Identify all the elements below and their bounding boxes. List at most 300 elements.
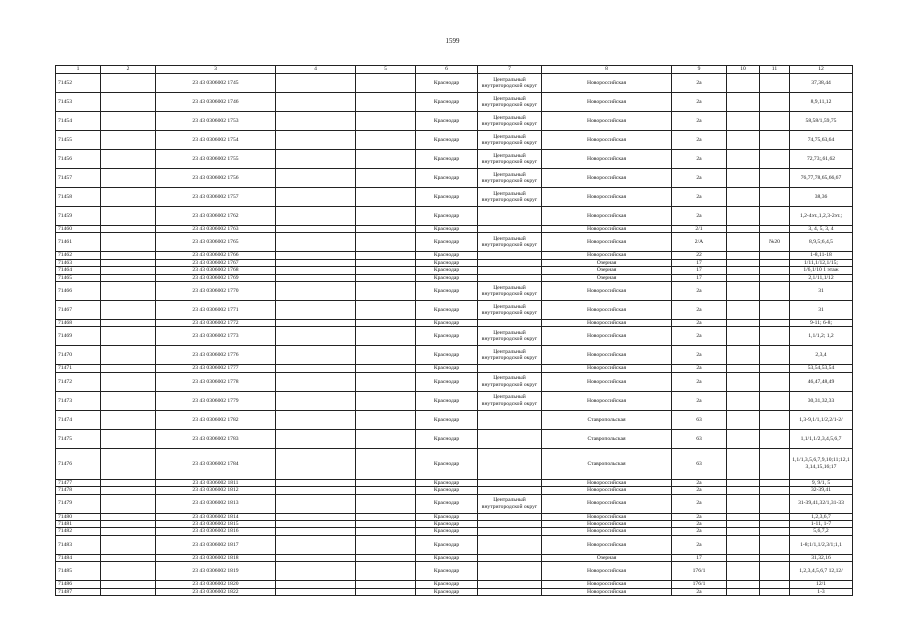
table-cell-col-4 — [276, 169, 356, 188]
table-cell-col-2 — [101, 112, 156, 131]
table-cell-col-7 — [478, 588, 542, 595]
table-cell-col-1: 71455 — [56, 131, 101, 150]
table-cell-col-6: Краснодар — [416, 410, 478, 429]
table-cell-col-2 — [101, 554, 156, 561]
table-cell-col-2 — [101, 391, 156, 410]
table-cell-col-2 — [101, 282, 156, 301]
table-cell-col-10 — [727, 513, 760, 520]
table-cell-col-3: 23 43 0306002 1783 — [156, 429, 276, 448]
table-cell-col-12: 72,73;,61,62 — [790, 150, 853, 169]
table-cell-col-2 — [101, 588, 156, 595]
table-cell-col-11 — [760, 267, 790, 274]
table-cell-col-2 — [101, 93, 156, 112]
table-cell-col-4 — [276, 267, 356, 274]
table-row — [56, 562, 853, 581]
table-cell-col-4 — [276, 74, 356, 93]
table-cell-col-10 — [727, 554, 760, 561]
table-cell-col-9: 2а — [672, 494, 727, 513]
table-cell-col-4 — [276, 226, 356, 233]
table-cell-col-5 — [356, 588, 416, 595]
table-cell-col-3: 23 43 0306002 1818 — [156, 554, 276, 561]
table-cell-col-6: Краснодар — [416, 259, 478, 266]
table-cell-col-4 — [276, 301, 356, 320]
table-cell-col-9: 17 — [672, 259, 727, 266]
table-cell-col-12: 31 — [790, 282, 853, 301]
table-cell-col-6: Краснодар — [416, 391, 478, 410]
table-cell-col-8: Новороссийская — [542, 93, 672, 112]
table-cell-col-10 — [727, 581, 760, 588]
table-cell-col-12: 5,6,7,2 — [790, 528, 853, 535]
table-cell-col-7 — [478, 528, 542, 535]
table-cell-col-11 — [760, 346, 790, 365]
table-cell-col-3: 23 43 0306002 1811 — [156, 479, 276, 486]
table-cell-col-6: Краснодар — [416, 131, 478, 150]
table-cell-col-12: 74,75,63,64 — [790, 131, 853, 150]
table-row — [56, 150, 853, 169]
table-cell-col-4 — [276, 365, 356, 372]
table-cell-col-4 — [276, 188, 356, 207]
table-cell-col-6: Краснодар — [416, 513, 478, 520]
table-cell-col-7: Центральный внутригородской округ — [478, 494, 542, 513]
table-cell-col-4 — [276, 112, 356, 131]
table-cell-col-7 — [478, 252, 542, 259]
table-cell-col-12: 8,9,11,12 — [790, 93, 853, 112]
table-cell-col-5 — [356, 74, 416, 93]
table-cell-col-6: Краснодар — [416, 346, 478, 365]
table-cell-col-7: Центральный внутригородской округ — [478, 346, 542, 365]
table-cell-col-9: 2а — [672, 487, 727, 494]
table-cell-col-7 — [478, 479, 542, 486]
column-header-12: 12 — [790, 66, 853, 74]
table-cell-col-10 — [727, 346, 760, 365]
table-cell-col-9: 2а — [672, 513, 727, 520]
table-cell-col-5 — [356, 131, 416, 150]
table-cell-col-8: Озерная — [542, 554, 672, 561]
table-cell-col-1: 71467 — [56, 301, 101, 320]
table-cell-col-8: Озерная — [542, 259, 672, 266]
table-cell-col-2 — [101, 513, 156, 520]
table-cell-col-8: Новороссийская — [542, 521, 672, 528]
table-cell-col-3: 23 43 0306002 1763 — [156, 226, 276, 233]
table-cell-col-10 — [727, 252, 760, 259]
table-cell-col-11 — [760, 410, 790, 429]
table-cell-col-8: Новороссийская — [542, 346, 672, 365]
table-row — [56, 513, 853, 520]
table-cell-col-8: Новороссийская — [542, 131, 672, 150]
table-cell-col-2 — [101, 252, 156, 259]
table-cell-col-3: 23 43 0306002 1820 — [156, 581, 276, 588]
table-cell-col-3: 23 43 0306002 1768 — [156, 267, 276, 274]
table-cell-col-5 — [356, 448, 416, 479]
table-cell-col-10 — [727, 74, 760, 93]
table-cell-col-3: 23 43 0306002 1777 — [156, 365, 276, 372]
table-cell-col-5 — [356, 410, 416, 429]
table-cell-col-9: 2а — [672, 188, 727, 207]
table-cell-col-10 — [727, 429, 760, 448]
table-cell-col-4 — [276, 410, 356, 429]
table-cell-col-8: Новороссийская — [542, 226, 672, 233]
table-cell-col-1: 71486 — [56, 581, 101, 588]
table-cell-col-1: 71465 — [56, 274, 101, 281]
table-cell-col-2 — [101, 410, 156, 429]
table-cell-col-1: 71453 — [56, 93, 101, 112]
table-cell-col-6: Краснодар — [416, 487, 478, 494]
table-cell-col-10 — [727, 131, 760, 150]
table-cell-col-12: 1,1/1,2; 1,2 — [790, 327, 853, 346]
table-cell-col-12: 30,31,32,33 — [790, 391, 853, 410]
table-cell-col-12: 1-11, 1-7 — [790, 521, 853, 528]
table-cell-col-3: 23 43 0306002 1782 — [156, 410, 276, 429]
table-cell-col-12: 38,36 — [790, 188, 853, 207]
table-cell-col-3: 23 43 0306002 1746 — [156, 93, 276, 112]
table-cell-col-9: 176/1 — [672, 581, 727, 588]
table-cell-col-6: Краснодар — [416, 365, 478, 372]
table-cell-col-3: 23 43 0306002 1819 — [156, 562, 276, 581]
table-cell-col-11 — [760, 588, 790, 595]
table-cell-col-11 — [760, 528, 790, 535]
table-cell-col-6: Краснодар — [416, 581, 478, 588]
table-cell-col-8: Новороссийская — [542, 252, 672, 259]
table-cell-col-10 — [727, 112, 760, 131]
table-cell-col-8: Новороссийская — [542, 479, 672, 486]
table-cell-col-5 — [356, 521, 416, 528]
table-cell-col-3: 23 43 0306002 1816 — [156, 528, 276, 535]
table-cell-col-6: Краснодар — [416, 554, 478, 561]
table-cell-col-7 — [478, 274, 542, 281]
table-cell-col-10 — [727, 479, 760, 486]
table-cell-col-4 — [276, 372, 356, 391]
table-cell-col-1: 71485 — [56, 562, 101, 581]
table-row — [56, 372, 853, 391]
table-cell-col-8: Новороссийская — [542, 588, 672, 595]
table-cell-col-11 — [760, 301, 790, 320]
table-cell-col-4 — [276, 93, 356, 112]
table-cell-col-7: Центральный внутригородской округ — [478, 150, 542, 169]
table-cell-col-1: 71463 — [56, 259, 101, 266]
table-cell-col-7: Центральный внутригородской округ — [478, 112, 542, 131]
table-cell-col-7 — [478, 554, 542, 561]
table-cell-col-6: Краснодар — [416, 226, 478, 233]
table-cell-col-10 — [727, 494, 760, 513]
table-row — [56, 112, 853, 131]
table-cell-col-2 — [101, 535, 156, 554]
table-cell-col-6: Краснодар — [416, 207, 478, 226]
table-cell-col-11 — [760, 581, 790, 588]
table-cell-col-1: 71480 — [56, 513, 101, 520]
table-cell-col-11 — [760, 479, 790, 486]
table-cell-col-1: 71459 — [56, 207, 101, 226]
table-cell-col-10 — [727, 169, 760, 188]
table-cell-col-5 — [356, 365, 416, 372]
table-cell-col-9: 2а — [672, 391, 727, 410]
table-cell-col-9: 2а — [672, 150, 727, 169]
table-cell-col-1: 71477 — [56, 479, 101, 486]
table-cell-col-2 — [101, 150, 156, 169]
table-cell-col-10 — [727, 282, 760, 301]
column-header-4: 4 — [276, 66, 356, 74]
table-cell-col-2 — [101, 479, 156, 486]
table-cell-col-4 — [276, 274, 356, 281]
table-cell-col-4 — [276, 521, 356, 528]
table-cell-col-11 — [760, 93, 790, 112]
table-cell-col-3: 23 43 0306002 1817 — [156, 535, 276, 554]
table-cell-col-7 — [478, 487, 542, 494]
table-row — [56, 346, 853, 365]
table-cell-col-12: 1,2,3,6,7 — [790, 513, 853, 520]
table-row — [56, 535, 853, 554]
table-cell-col-6: Краснодар — [416, 188, 478, 207]
table-cell-col-6: Краснодар — [416, 588, 478, 595]
table-cell-col-7: Центральный внутригородской округ — [478, 131, 542, 150]
table-cell-col-11 — [760, 74, 790, 93]
table-cell-col-10 — [727, 226, 760, 233]
table-cell-col-1: 71454 — [56, 112, 101, 131]
table-cell-col-11 — [760, 327, 790, 346]
table-cell-col-11 — [760, 554, 790, 561]
table-cell-col-9: 2а — [672, 521, 727, 528]
table-cell-col-6: Краснодар — [416, 282, 478, 301]
table-row — [56, 429, 853, 448]
table-row — [56, 233, 853, 252]
table-cell-col-11 — [760, 112, 790, 131]
table-cell-col-9: 2а — [672, 131, 727, 150]
table-row — [56, 301, 853, 320]
table-cell-col-4 — [276, 588, 356, 595]
table-cell-col-8: Новороссийская — [542, 282, 672, 301]
table-cell-col-1: 71464 — [56, 267, 101, 274]
table-cell-col-2 — [101, 528, 156, 535]
table-row — [56, 207, 853, 226]
table-row — [56, 365, 853, 372]
table-cell-col-12: 3, 4, 5, 3, 4 — [790, 226, 853, 233]
table-cell-col-3: 23 43 0306002 1784 — [156, 448, 276, 479]
table-cell-col-5 — [356, 259, 416, 266]
table-cell-col-8: Новороссийская — [542, 74, 672, 93]
table-cell-col-5 — [356, 581, 416, 588]
table-cell-col-3: 23 43 0306002 1814 — [156, 513, 276, 520]
table-cell-col-10 — [727, 365, 760, 372]
table-cell-col-9: 2а — [672, 372, 727, 391]
table-cell-col-3: 23 43 0306002 1745 — [156, 74, 276, 93]
table-cell-col-8: Новороссийская — [542, 487, 672, 494]
table-cell-col-9: 17 — [672, 274, 727, 281]
table-cell-col-1: 71470 — [56, 346, 101, 365]
table-cell-col-5 — [356, 267, 416, 274]
table-cell-col-12: 1,1/1,1/2,3,4,5,6,7 — [790, 429, 853, 448]
table-cell-col-9: 176/1 — [672, 562, 727, 581]
table-cell-col-1: 71468 — [56, 320, 101, 327]
table-cell-col-7 — [478, 365, 542, 372]
table-cell-col-4 — [276, 429, 356, 448]
table-cell-col-6: Краснодар — [416, 494, 478, 513]
table-cell-col-8: Ставропольская — [542, 410, 672, 429]
table-cell-col-6: Краснодар — [416, 112, 478, 131]
table-row — [56, 252, 853, 259]
table-cell-col-11 — [760, 372, 790, 391]
table-cell-col-10 — [727, 562, 760, 581]
table-cell-col-8: Новороссийская — [542, 513, 672, 520]
table-row — [56, 588, 853, 595]
column-header-3: 3 — [156, 66, 276, 74]
table-cell-col-9: 2а — [672, 320, 727, 327]
table-row — [56, 391, 853, 410]
table-cell-col-5 — [356, 226, 416, 233]
table-cell-col-11 — [760, 513, 790, 520]
table-cell-col-10 — [727, 274, 760, 281]
table-row — [56, 267, 853, 274]
table-cell-col-12: 1/11,1/12,1/15; — [790, 259, 853, 266]
table-cell-col-5 — [356, 372, 416, 391]
table-cell-col-4 — [276, 554, 356, 561]
table-cell-col-2 — [101, 188, 156, 207]
table-cell-col-10 — [727, 487, 760, 494]
table-cell-col-12: 8,9,5;6,4,5 — [790, 233, 853, 252]
table-cell-col-10 — [727, 391, 760, 410]
table-cell-col-1: 71478 — [56, 487, 101, 494]
table-cell-col-4 — [276, 448, 356, 479]
table-cell-col-5 — [356, 535, 416, 554]
table-cell-col-11 — [760, 188, 790, 207]
table-cell-col-6: Краснодар — [416, 372, 478, 391]
table-cell-col-2 — [101, 365, 156, 372]
table-cell-col-9: 2а — [672, 207, 727, 226]
table-cell-col-9: 2а — [672, 169, 727, 188]
table-cell-col-11 — [760, 487, 790, 494]
table-cell-col-8: Новороссийская — [542, 528, 672, 535]
table-cell-col-6: Краснодар — [416, 528, 478, 535]
table-cell-col-1: 71462 — [56, 252, 101, 259]
table-cell-col-1: 71473 — [56, 391, 101, 410]
table-cell-col-1: 71471 — [56, 365, 101, 372]
table-cell-col-11 — [760, 391, 790, 410]
column-header-10: 10 — [727, 66, 760, 74]
table-cell-col-1: 71484 — [56, 554, 101, 561]
table-cell-col-6: Краснодар — [416, 479, 478, 486]
page-number: 1599 — [445, 37, 460, 45]
table-cell-col-10 — [727, 301, 760, 320]
table-cell-col-2 — [101, 562, 156, 581]
table-row — [56, 74, 853, 93]
table-cell-col-5 — [356, 391, 416, 410]
table-cell-col-12: 1,1/1,3,5,6,7,9,10;11;12,13,14,15,16;17 — [790, 448, 853, 479]
table-cell-col-5 — [356, 513, 416, 520]
table-row — [56, 494, 853, 513]
table-cell-col-2 — [101, 521, 156, 528]
column-header-2: 2 — [101, 66, 156, 74]
table-cell-col-12: 1,2,3,4,5,6,7 12,12/ — [790, 562, 853, 581]
table-cell-col-4 — [276, 479, 356, 486]
table-cell-col-12: 2,1/11,1/12 — [790, 274, 853, 281]
table-cell-col-12: 9-11; 6-8; — [790, 320, 853, 327]
table-cell-col-1: 71481 — [56, 521, 101, 528]
table-cell-col-9: 2а — [672, 346, 727, 365]
table-cell-col-10 — [727, 259, 760, 266]
table-cell-col-2 — [101, 372, 156, 391]
table-cell-col-12: 31-39,41,32/1,31-33 — [790, 494, 853, 513]
table-cell-col-3: 23 43 0306002 1778 — [156, 372, 276, 391]
table-cell-col-9: 2а — [672, 535, 727, 554]
table-cell-col-3: 23 43 0306002 1762 — [156, 207, 276, 226]
table-cell-col-9: 2а — [672, 327, 727, 346]
table-cell-col-10 — [727, 150, 760, 169]
table-cell-col-11 — [760, 252, 790, 259]
table-cell-col-2 — [101, 429, 156, 448]
table-cell-col-5 — [356, 320, 416, 327]
column-header-1: 1 — [56, 66, 101, 74]
column-header-11: 11 — [760, 66, 790, 74]
table-cell-col-1: 71482 — [56, 528, 101, 535]
table-cell-col-3: 23 43 0306002 1812 — [156, 487, 276, 494]
table-cell-col-8: Озерная — [542, 267, 672, 274]
table-header-row — [56, 66, 853, 74]
table-cell-col-1: 71461 — [56, 233, 101, 252]
table-cell-col-11 — [760, 365, 790, 372]
table-cell-col-8: Новороссийская — [542, 150, 672, 169]
table-cell-col-7: Центральный внутригородской округ — [478, 169, 542, 188]
table-cell-col-6: Краснодар — [416, 535, 478, 554]
table-cell-col-12: 31,32,16 — [790, 554, 853, 561]
table-cell-col-1: 71483 — [56, 535, 101, 554]
table-row — [56, 581, 853, 588]
table-cell-col-11 — [760, 150, 790, 169]
table-cell-col-5 — [356, 112, 416, 131]
table-cell-col-1: 71487 — [56, 588, 101, 595]
table-cell-col-9: 2/А — [672, 233, 727, 252]
table-cell-col-4 — [276, 252, 356, 259]
table-cell-col-2 — [101, 226, 156, 233]
table-cell-col-3: 23 43 0306002 1771 — [156, 301, 276, 320]
table-cell-col-6: Краснодар — [416, 233, 478, 252]
table-cell-col-7 — [478, 320, 542, 327]
table-cell-col-5 — [356, 93, 416, 112]
table-cell-col-3: 23 43 0306002 1779 — [156, 391, 276, 410]
table-row — [56, 188, 853, 207]
table-cell-col-8: Озерная — [542, 274, 672, 281]
table-cell-col-11 — [760, 259, 790, 266]
table-row — [56, 274, 853, 281]
table-cell-col-3: 23 43 0306002 1773 — [156, 327, 276, 346]
table-cell-col-11 — [760, 448, 790, 479]
property-register-table — [55, 65, 853, 596]
table-cell-col-5 — [356, 487, 416, 494]
table-cell-col-5 — [356, 346, 416, 365]
table-cell-col-7 — [478, 521, 542, 528]
table-cell-col-1: 71469 — [56, 327, 101, 346]
table-row — [56, 327, 853, 346]
table-cell-col-9: 2а — [672, 588, 727, 595]
table-cell-col-4 — [276, 207, 356, 226]
table-cell-col-1: 71452 — [56, 74, 101, 93]
table-cell-col-10 — [727, 207, 760, 226]
table-cell-col-9: 2/1 — [672, 226, 727, 233]
table-cell-col-9: 2а — [672, 282, 727, 301]
table-cell-col-4 — [276, 320, 356, 327]
table-cell-col-7: Центральный внутригородской округ — [478, 233, 542, 252]
column-header-7: 7 — [478, 66, 542, 74]
table-cell-col-2 — [101, 346, 156, 365]
table-cell-col-6: Краснодар — [416, 252, 478, 259]
table-cell-col-8: Новороссийская — [542, 233, 672, 252]
table-cell-col-1: 71479 — [56, 494, 101, 513]
table-cell-col-12: 32-39,41 — [790, 487, 853, 494]
table-cell-col-3: 23 43 0306002 1755 — [156, 150, 276, 169]
table-cell-col-2 — [101, 274, 156, 281]
table-cell-col-5 — [356, 274, 416, 281]
table-cell-col-5 — [356, 479, 416, 486]
table-cell-col-2 — [101, 581, 156, 588]
table-cell-col-7: Центральный внутригородской округ — [478, 74, 542, 93]
table-row — [56, 479, 853, 486]
